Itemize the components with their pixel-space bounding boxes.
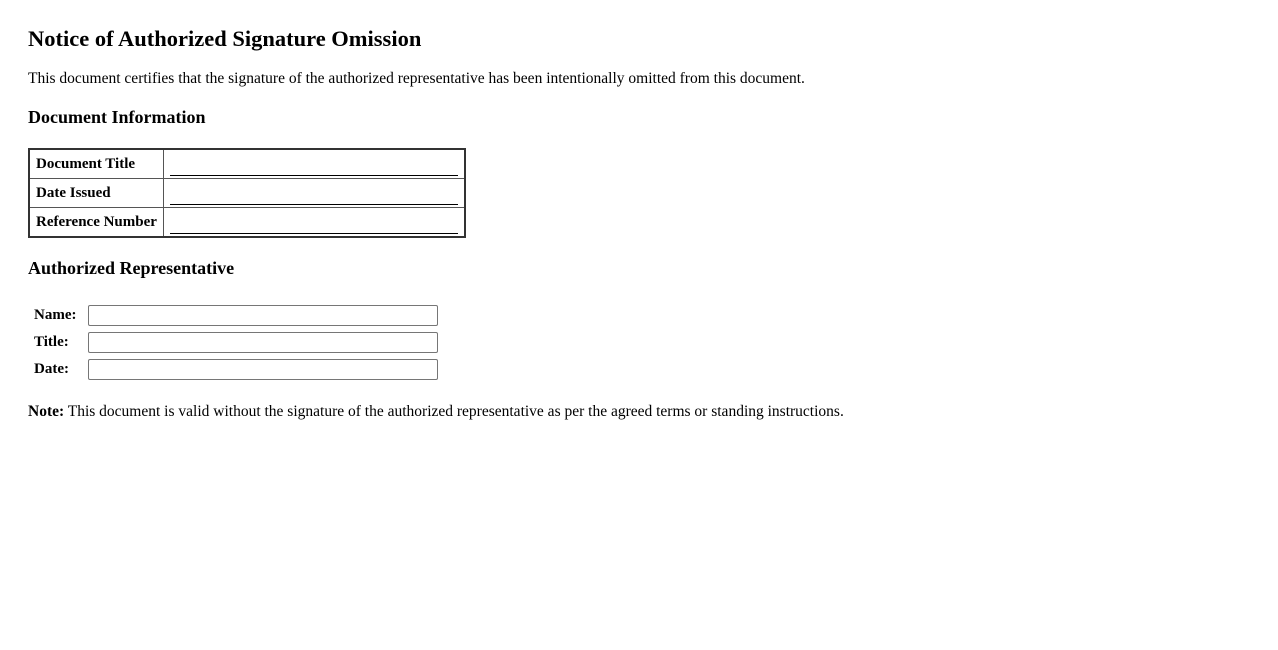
form-row xyxy=(34,332,438,353)
document-info-table xyxy=(28,148,466,238)
document-info-heading: Document Information xyxy=(28,107,206,128)
name-label: Name: xyxy=(34,306,77,323)
document-title-label: Document Title xyxy=(29,149,163,179)
note-paragraph xyxy=(28,403,1250,422)
title-label: Title: xyxy=(34,333,69,350)
table-row xyxy=(29,208,465,238)
table-row xyxy=(29,149,465,179)
form-row xyxy=(34,305,438,326)
date-input[interactable] xyxy=(88,359,438,380)
title-input[interactable] xyxy=(88,332,438,353)
note-label: Note: xyxy=(28,402,65,420)
name-cell xyxy=(88,305,438,326)
representative-heading: Authorized Representative xyxy=(28,258,235,279)
document-title-blank xyxy=(163,149,465,179)
date-cell xyxy=(88,359,438,380)
table-row xyxy=(29,179,465,208)
intro-text: This document certifies that the signature of the authorized representative has been intentionally omitted from this document. xyxy=(28,69,805,87)
page-title: Notice of Authorized Signature Omission xyxy=(28,26,422,51)
representative-form xyxy=(32,299,440,386)
reference-number-label: Reference Number xyxy=(29,208,163,238)
note-text: This document is valid without the signature of the authorized representative as per the agreed terms or standing instructions. xyxy=(64,402,844,420)
title-cell xyxy=(88,332,438,353)
document-title-value xyxy=(170,157,458,176)
date-label: Date: xyxy=(34,360,69,377)
name-input[interactable] xyxy=(88,305,438,326)
form-row xyxy=(34,359,438,380)
reference-number-value xyxy=(170,215,458,234)
date-issued-value xyxy=(170,186,458,205)
date-issued-blank xyxy=(163,179,465,208)
date-issued-label: Date Issued xyxy=(29,179,163,208)
reference-number-blank xyxy=(163,208,465,238)
